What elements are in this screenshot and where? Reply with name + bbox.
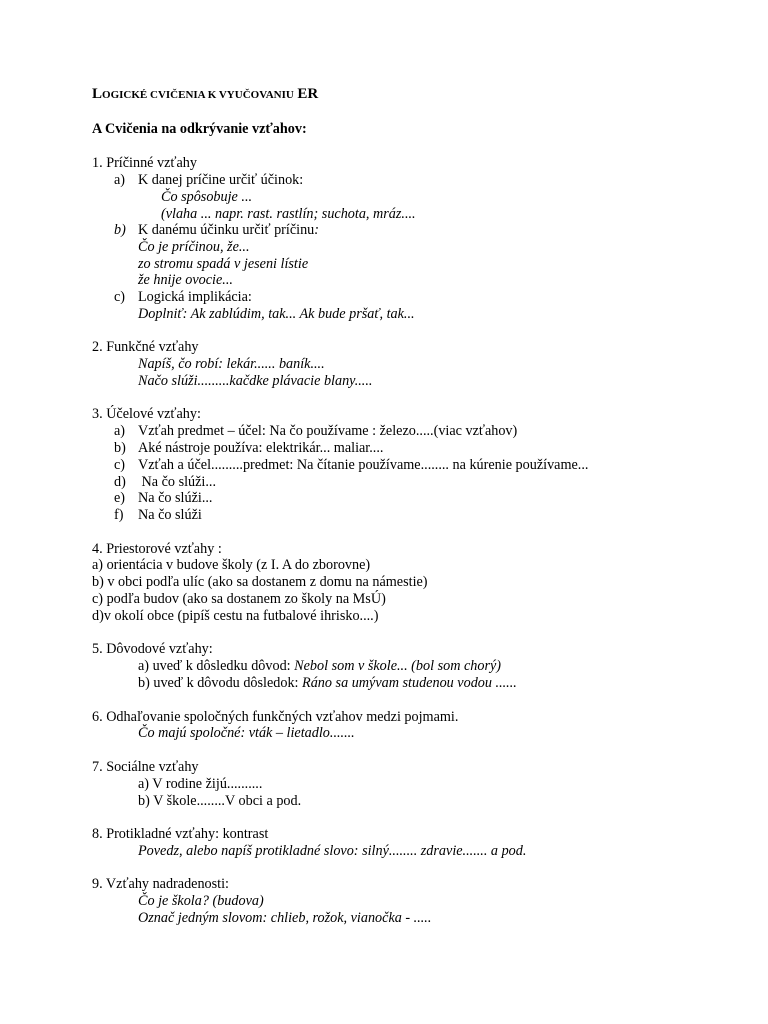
- s3-a-text: Vzťah predmet – účel: Na čo používame : železo.....(viac vzťahov): [138, 423, 518, 439]
- s4-line4: d)v okolí obce (pipíš cestu na futbalové ihrisko....): [92, 608, 379, 624]
- s2-line2: Načo slúži.........kačdke plávacie blany.....: [138, 373, 373, 389]
- s5-heading: 5. Dôvodové vzťahy:: [92, 641, 213, 657]
- s3-item-f: [114, 507, 202, 524]
- s1-c-text: Logická implikácia:: [138, 289, 252, 305]
- s3-b-text: Aké nástroje používa: elektrikár... maliar....: [138, 440, 384, 456]
- s3-item-a: [114, 423, 517, 440]
- s5-a-example: Nebol som v škole... (bol som chorý): [294, 658, 502, 674]
- s1-b-text: K danému účinku určiť príčinu: [138, 222, 315, 238]
- s3-item-c: [114, 457, 588, 474]
- s7-line1: a) V rodine žijú..........: [138, 776, 263, 792]
- s1-item-c: [114, 289, 252, 306]
- s7-line2: b) V škole........V obci a pod.: [138, 793, 302, 809]
- s1-b-line1: Čo je príčinou, že...: [138, 239, 250, 255]
- s9-line1: Čo je škola? (budova): [138, 893, 264, 909]
- s5-a-prefix: a) uveď k dôsledku dôvod:: [138, 658, 295, 674]
- s1-b-line2: zo stromu spadá v jeseni lístie: [138, 256, 309, 272]
- s1-a-text: K danej príčine určiť účinok:: [138, 172, 304, 188]
- s3-a-label: a): [114, 423, 126, 439]
- s1-c-label: c): [114, 289, 126, 305]
- s1-item-b: [114, 222, 319, 239]
- s2-heading: 2. Funkčné vzťahy: [92, 339, 199, 355]
- s2-line1: Napíš, čo robí: lekár...... baník....: [138, 356, 325, 372]
- s1-b-colon: :: [314, 222, 319, 238]
- s3-heading: 3. Účelové vzťahy:: [92, 406, 201, 422]
- s4-line3: c) podľa budov (ako sa dostanem zo školy na MsÚ): [92, 591, 386, 607]
- s3-e-label: e): [114, 490, 126, 506]
- s8-heading: 8. Protikladné vzťahy: kontrast: [92, 826, 269, 842]
- s6-heading: 6. Odhaľovanie spoločných funkčných vzťahov medzi pojmami.: [92, 709, 459, 725]
- s3-f-text: Na čo slúži: [138, 507, 202, 523]
- s3-item-e: [114, 490, 212, 507]
- s3-c-text: Vzťah a účel.........predmet: Na čítanie používame........ na kúrenie používame...: [138, 457, 589, 473]
- title-er: ER: [297, 86, 319, 102]
- document-title: [92, 86, 318, 104]
- s3-d-text: Na čo slúži...: [138, 474, 217, 490]
- s3-item-b: [114, 440, 383, 457]
- s9-line2: Označ jedným slovom: chlieb, rožok, vianočka - .....: [138, 910, 432, 926]
- title-smallcaps: OGICKÉ CVIČENIA K VYUČOVANIU: [102, 89, 294, 101]
- s3-d-label: d): [114, 474, 126, 490]
- s4-heading: 4. Priestorové vzťahy :: [92, 541, 222, 557]
- title-initial: L: [92, 86, 103, 102]
- s6-line1: Čo majú spoločné: vták – lietadlo.......: [138, 725, 355, 741]
- s5-b-example: Ráno sa umývam studenou vodou ......: [302, 675, 517, 691]
- s1-c-line1: Doplniť: Ak zablúdim, tak... Ak bude pršať, tak...: [138, 306, 415, 322]
- s3-b-label: b): [114, 440, 126, 456]
- s9-heading: 9. Vzťahy nadradenosti:: [92, 876, 229, 892]
- s4-line2: b) v obci podľa ulíc (ako sa dostanem z domu na námestie): [92, 574, 428, 590]
- s1-b-line3: že hnije ovocie...: [138, 272, 233, 288]
- s1-b-label: b): [114, 222, 126, 238]
- s1-item-a: [114, 172, 303, 189]
- s5-b-prefix: b) uveď k dôvodu dôsledok:: [138, 675, 303, 691]
- s4-line1: a) orientácia v budove školy (z I. A do zborovne): [92, 557, 371, 573]
- s7-heading: 7. Sociálne vzťahy: [92, 759, 199, 775]
- s3-f-label: f): [114, 507, 124, 523]
- s8-line1: Povedz, alebo napíš protikladné slovo: silný........ zdravie....... a pod.: [138, 843, 527, 859]
- s5-line-b: [138, 675, 517, 692]
- s1-heading: 1. Príčinné vzťahy: [92, 155, 197, 171]
- s1-a-label: a): [114, 172, 126, 188]
- s1-a-line1: Čo spôsobuje ...: [161, 189, 253, 205]
- s1-a-line2: (vlaha ... napr. rast. rastlín; suchota, mráz....: [161, 206, 416, 222]
- s3-e-text: Na čo slúži...: [138, 490, 213, 506]
- s3-c-label: c): [114, 457, 126, 473]
- s3-item-d: [114, 474, 216, 491]
- section-a-heading: A Cvičenia na odkrývanie vzťahov:: [92, 121, 307, 137]
- s5-line-a: [138, 658, 501, 675]
